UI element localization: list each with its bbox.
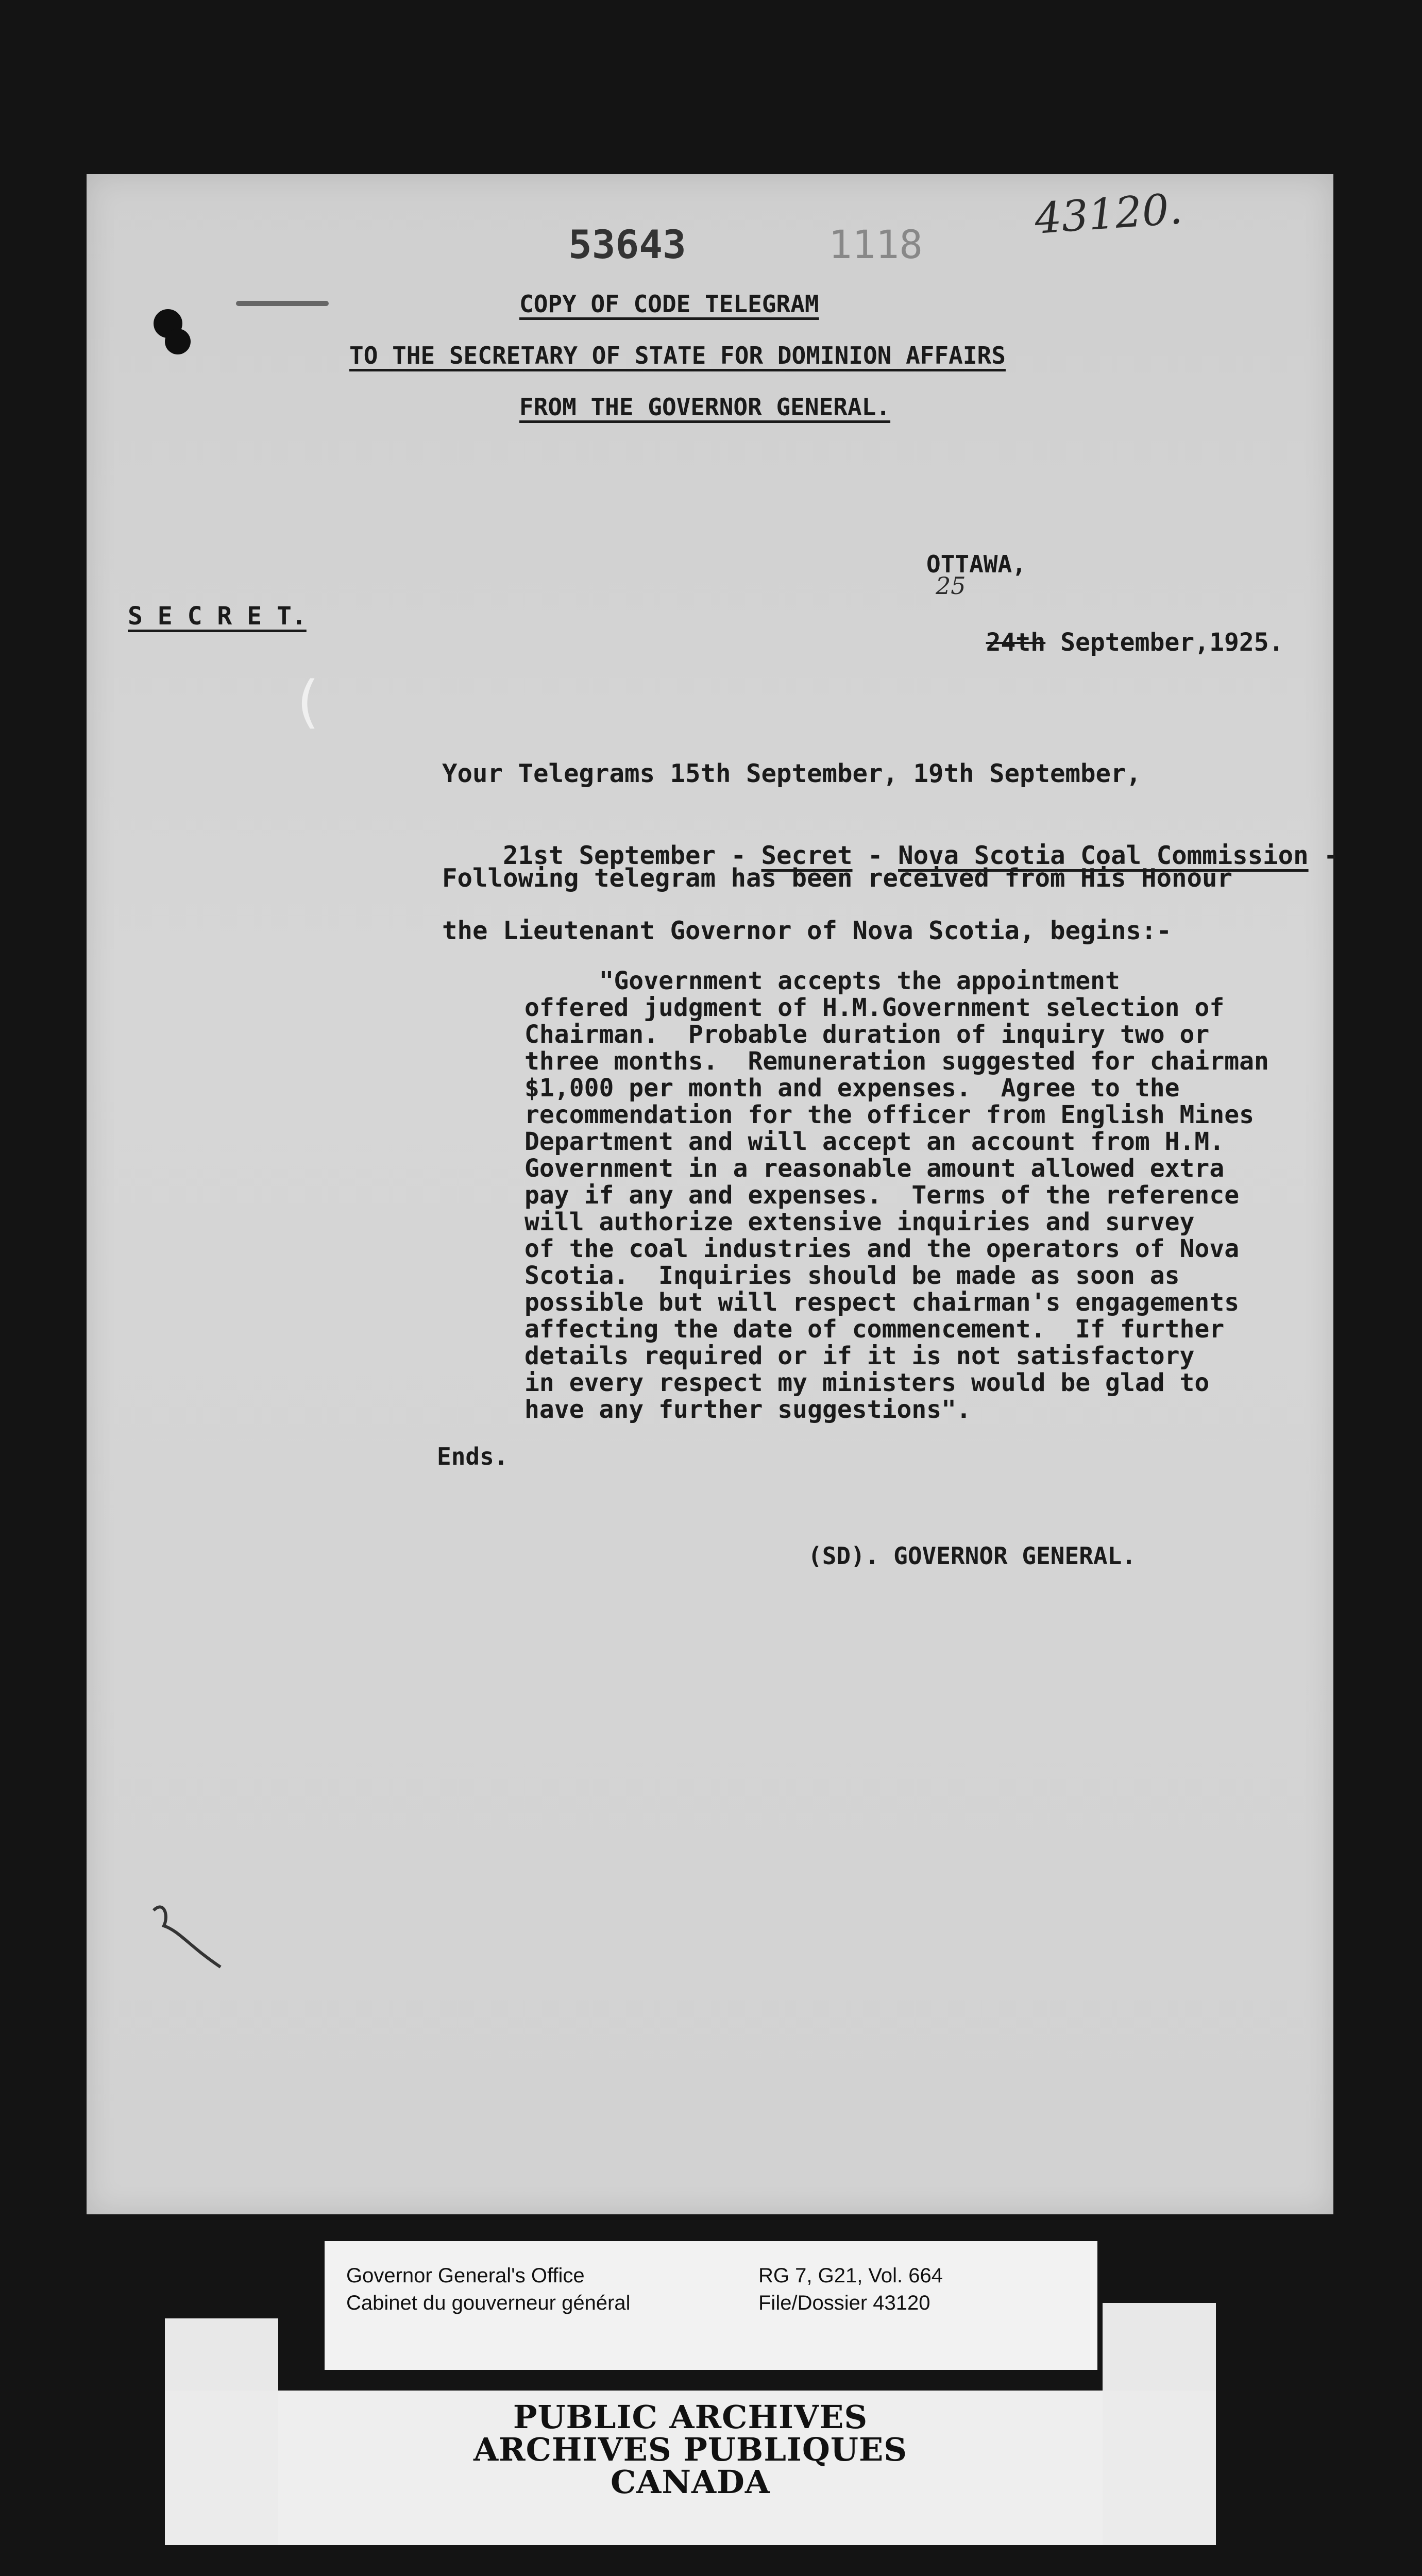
classification-secret: S E C R E T. [128, 602, 307, 631]
date-struck-day: 24th [986, 628, 1046, 657]
quote-line: Government in a reasonable amount allowed extra [524, 1154, 1225, 1183]
quote-line: possible but will respect chairman's engagements [524, 1288, 1240, 1317]
date-correction-handwritten: 25 [936, 572, 966, 600]
heading-to-secretary: TO THE SECRETARY OF STATE FOR DOMINION AFFAIRS [349, 342, 1006, 369]
quote-line: have any further suggestions". [524, 1395, 971, 1424]
reference-number-secondary: 1118 [828, 222, 923, 267]
body-line-2-suffix: - [1308, 841, 1339, 870]
quote-line: recommendation for the officer from English Mines [524, 1100, 1255, 1129]
file-number-handwritten: 43120. [1033, 184, 1184, 244]
quote-line: details required or if it is not satisfactory [524, 1342, 1195, 1370]
archive-reference: RG 7, G21, Vol. 664 [758, 2264, 943, 2287]
archive-mount-tab-left [165, 2318, 278, 2401]
body-line-3: Following telegram has been received from His Honour [442, 863, 1233, 893]
telegram-document [87, 174, 1339, 2214]
quote-line: will authorize extensive inquiries and survey [524, 1208, 1195, 1236]
ink-mark [236, 301, 329, 306]
quoted-telegram [524, 968, 1308, 1423]
reference-number: 53643 [568, 222, 686, 267]
quote-line: of the coal industries and the operators of Nova [524, 1234, 1240, 1263]
body-line-4: the Lieutenant Governor of Nova Scotia, begins:- [442, 916, 1172, 945]
quote-line: $1,000 per month and expenses. Agree to the [524, 1074, 1180, 1103]
stamp-public-archives: PUBLIC ARCHIVES [513, 2398, 868, 2436]
quote-line: affecting the date of commencement. If further [524, 1315, 1225, 1344]
quote-line: Chairman. Probable duration of inquiry two or [524, 1020, 1210, 1049]
office-french: Cabinet du gouverneur général [346, 2292, 631, 2314]
quote-line: pay if any and expenses. Terms of the reference [524, 1181, 1240, 1210]
archive-file: File/Dossier 43120 [758, 2292, 930, 2314]
quote-line: three months. Remuneration suggested for chairman [524, 1047, 1269, 1076]
ends-marker: Ends. [437, 1443, 509, 1470]
quote-line: offered judgment of H.M.Government selection of [524, 993, 1225, 1022]
signature-governor-general: (SD). GOVERNOR GENERAL. [808, 1542, 1136, 1570]
body-line-1: Your Telegrams 15th September, 19th September, [442, 759, 1142, 788]
punch-hole [165, 329, 191, 354]
stamp-archives-publiques: ARCHIVES PUBLIQUES [473, 2431, 908, 2468]
quote-line: "Government accepts the appointment [524, 967, 1120, 995]
archive-mount-tab-right [1103, 2303, 1216, 2401]
quote-line: in every respect my ministers would be glad to [524, 1368, 1210, 1397]
body-line-2-dash: - [852, 841, 899, 870]
quote-line: Department and will accept an account from H.M. [524, 1127, 1225, 1156]
quote-line: Scotia. Inquiries should be made as soon as [524, 1261, 1180, 1290]
document-date [926, 599, 1284, 686]
place-ottawa: OTTAWA, [926, 550, 1026, 578]
handwritten-squiggle [143, 1895, 246, 1977]
heading-from-governor: FROM THE GOVERNOR GENERAL. [519, 393, 891, 421]
heading-copy-of-code-telegram: COPY OF CODE TELEGRAM [519, 290, 819, 318]
date-month-year: September,1925. [1045, 628, 1284, 657]
body-line-2-prefix: 21st September - [503, 841, 761, 870]
body-secret-underlined: Secret [761, 841, 853, 870]
office-english: Governor General's Office [346, 2264, 585, 2287]
stamp-canada: CANADA [610, 2463, 771, 2501]
body-subject-underlined: Nova Scotia Coal Commission [898, 841, 1309, 870]
pencil-mark: ( [290, 669, 325, 735]
